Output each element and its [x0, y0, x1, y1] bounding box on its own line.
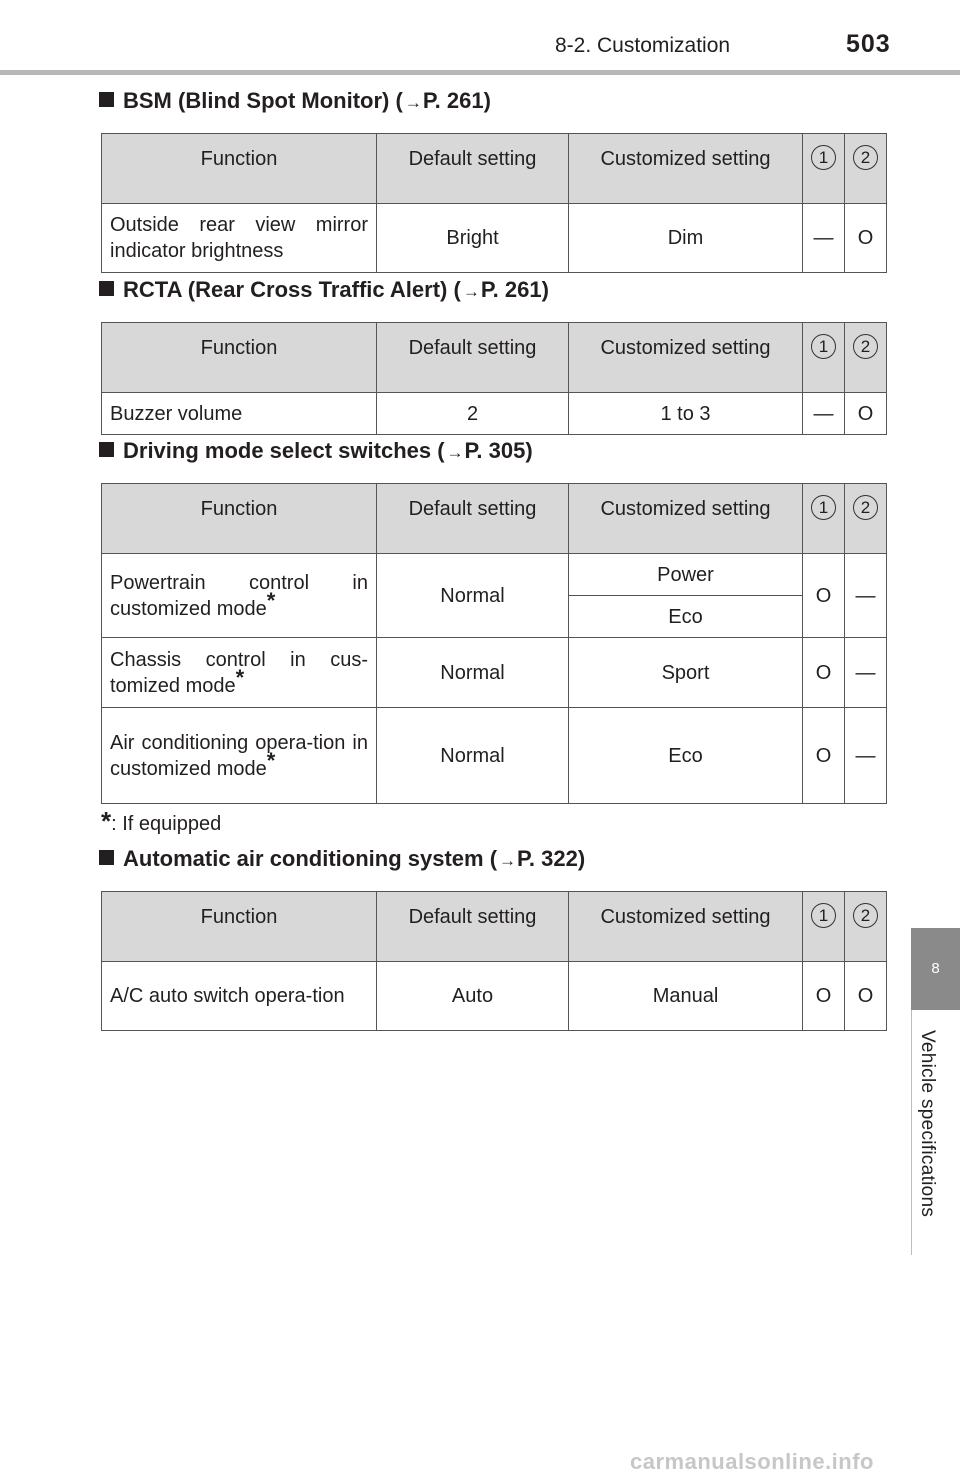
header-custom: Customized setting	[569, 484, 803, 554]
custom-cell: Power	[569, 554, 803, 596]
section-heading-air-conditioning: Automatic air conditioning system ( →P. 322)	[99, 846, 585, 872]
custom-cell: Manual	[569, 962, 803, 1031]
square-bullet-icon	[99, 281, 114, 296]
header-rule	[0, 70, 960, 75]
table-bsm	[101, 133, 887, 273]
circled-1-icon: 1	[811, 903, 836, 928]
header-function: Function	[102, 892, 377, 962]
asterisk-mark: *	[235, 664, 245, 690]
table-row	[102, 638, 887, 708]
circled-1-icon: 1	[811, 145, 836, 170]
custom-cell-secondary: Eco	[569, 596, 803, 638]
function-cell: Buzzer volume	[102, 393, 377, 435]
circled-2-icon: 2	[853, 903, 878, 928]
table-driving-mode	[101, 483, 887, 804]
circled-2-icon: 2	[853, 145, 878, 170]
col2-cell: —	[845, 554, 887, 638]
table-rcta	[101, 322, 887, 435]
header-default: Default setting	[377, 892, 569, 962]
col1-cell: O	[803, 638, 845, 708]
col2-cell: —	[845, 708, 887, 804]
circled-2-icon: 2	[853, 334, 878, 359]
arrow-right-icon: →	[404, 93, 422, 112]
function-cell: Air conditioning opera-tion in customized mode*	[102, 708, 377, 804]
table-row	[102, 204, 887, 273]
table-row	[102, 962, 887, 1031]
col1-cell: —	[803, 204, 845, 273]
header-default: Default setting	[377, 134, 569, 204]
watermark: carmanualsonline.info	[630, 1449, 874, 1474]
col2-cell: O	[845, 393, 887, 435]
section-heading-bsm: BSM (Blind Spot Monitor) ( →P. 261)	[99, 88, 491, 114]
default-cell: Auto	[377, 962, 569, 1031]
custom-cell: Eco	[569, 708, 803, 804]
function-cell: A/C auto switch opera-tion	[102, 962, 377, 1031]
footnote: *: If equipped	[101, 806, 222, 836]
square-bullet-icon	[99, 92, 114, 107]
col2-cell: O	[845, 962, 887, 1031]
header-custom: Customized setting	[569, 323, 803, 393]
custom-cell: 1 to 3	[569, 393, 803, 435]
header-custom: Customized setting	[569, 892, 803, 962]
default-cell: Bright	[377, 204, 569, 273]
function-cell: Chassis control in cus-tomized mode*	[102, 638, 377, 708]
header-function: Function	[102, 484, 377, 554]
square-bullet-icon	[99, 850, 114, 865]
header-custom: Customized setting	[569, 134, 803, 204]
chapter-tab: 8	[911, 928, 960, 1010]
table-header-row	[102, 892, 887, 962]
circled-1-icon: 1	[811, 495, 836, 520]
arrow-right-icon: →	[462, 282, 480, 301]
header-default: Default setting	[377, 484, 569, 554]
function-cell: Outside rear view mirror indicator brightness	[102, 204, 377, 273]
table-header-row	[102, 484, 887, 554]
default-cell: 2	[377, 393, 569, 435]
table-row	[102, 708, 887, 804]
custom-cell: Sport	[569, 638, 803, 708]
asterisk-mark: *	[266, 747, 276, 773]
default-cell: Normal	[377, 554, 569, 638]
page-number: 503	[846, 30, 891, 58]
side-divider	[911, 1010, 912, 1255]
table-header-row	[102, 134, 887, 204]
asterisk-mark: *	[266, 587, 276, 613]
col1-cell: —	[803, 393, 845, 435]
col1-cell: O	[803, 554, 845, 638]
header-default: Default setting	[377, 323, 569, 393]
section-heading-rcta: RCTA (Rear Cross Traffic Alert) ( →P. 261)	[99, 277, 549, 303]
col1-cell: O	[803, 708, 845, 804]
circled-2-icon: 2	[853, 495, 878, 520]
arrow-right-icon: →	[446, 443, 464, 462]
custom-cell: Dim	[569, 204, 803, 273]
table-air-conditioning	[101, 891, 887, 1031]
col1-cell: O	[803, 962, 845, 1031]
col2-cell: O	[845, 204, 887, 273]
table-header-row	[102, 323, 887, 393]
section-title: 8-2. Customization	[555, 34, 731, 57]
default-cell: Normal	[377, 708, 569, 804]
default-cell: Normal	[377, 638, 569, 708]
circled-1-icon: 1	[811, 334, 836, 359]
arrow-right-icon: →	[499, 851, 517, 870]
chapter-label: Vehicle specifications	[917, 1030, 938, 1218]
header-function: Function	[102, 323, 377, 393]
col2-cell: —	[845, 638, 887, 708]
table-row	[102, 393, 887, 435]
square-bullet-icon	[99, 442, 114, 457]
table-row	[102, 554, 887, 596]
function-cell: Powertrain control in customized mode*	[102, 554, 377, 638]
asterisk-mark: *	[101, 806, 112, 836]
header-function: Function	[102, 134, 377, 204]
section-heading-driving-mode: Driving mode select switches ( →P. 305)	[99, 438, 533, 464]
